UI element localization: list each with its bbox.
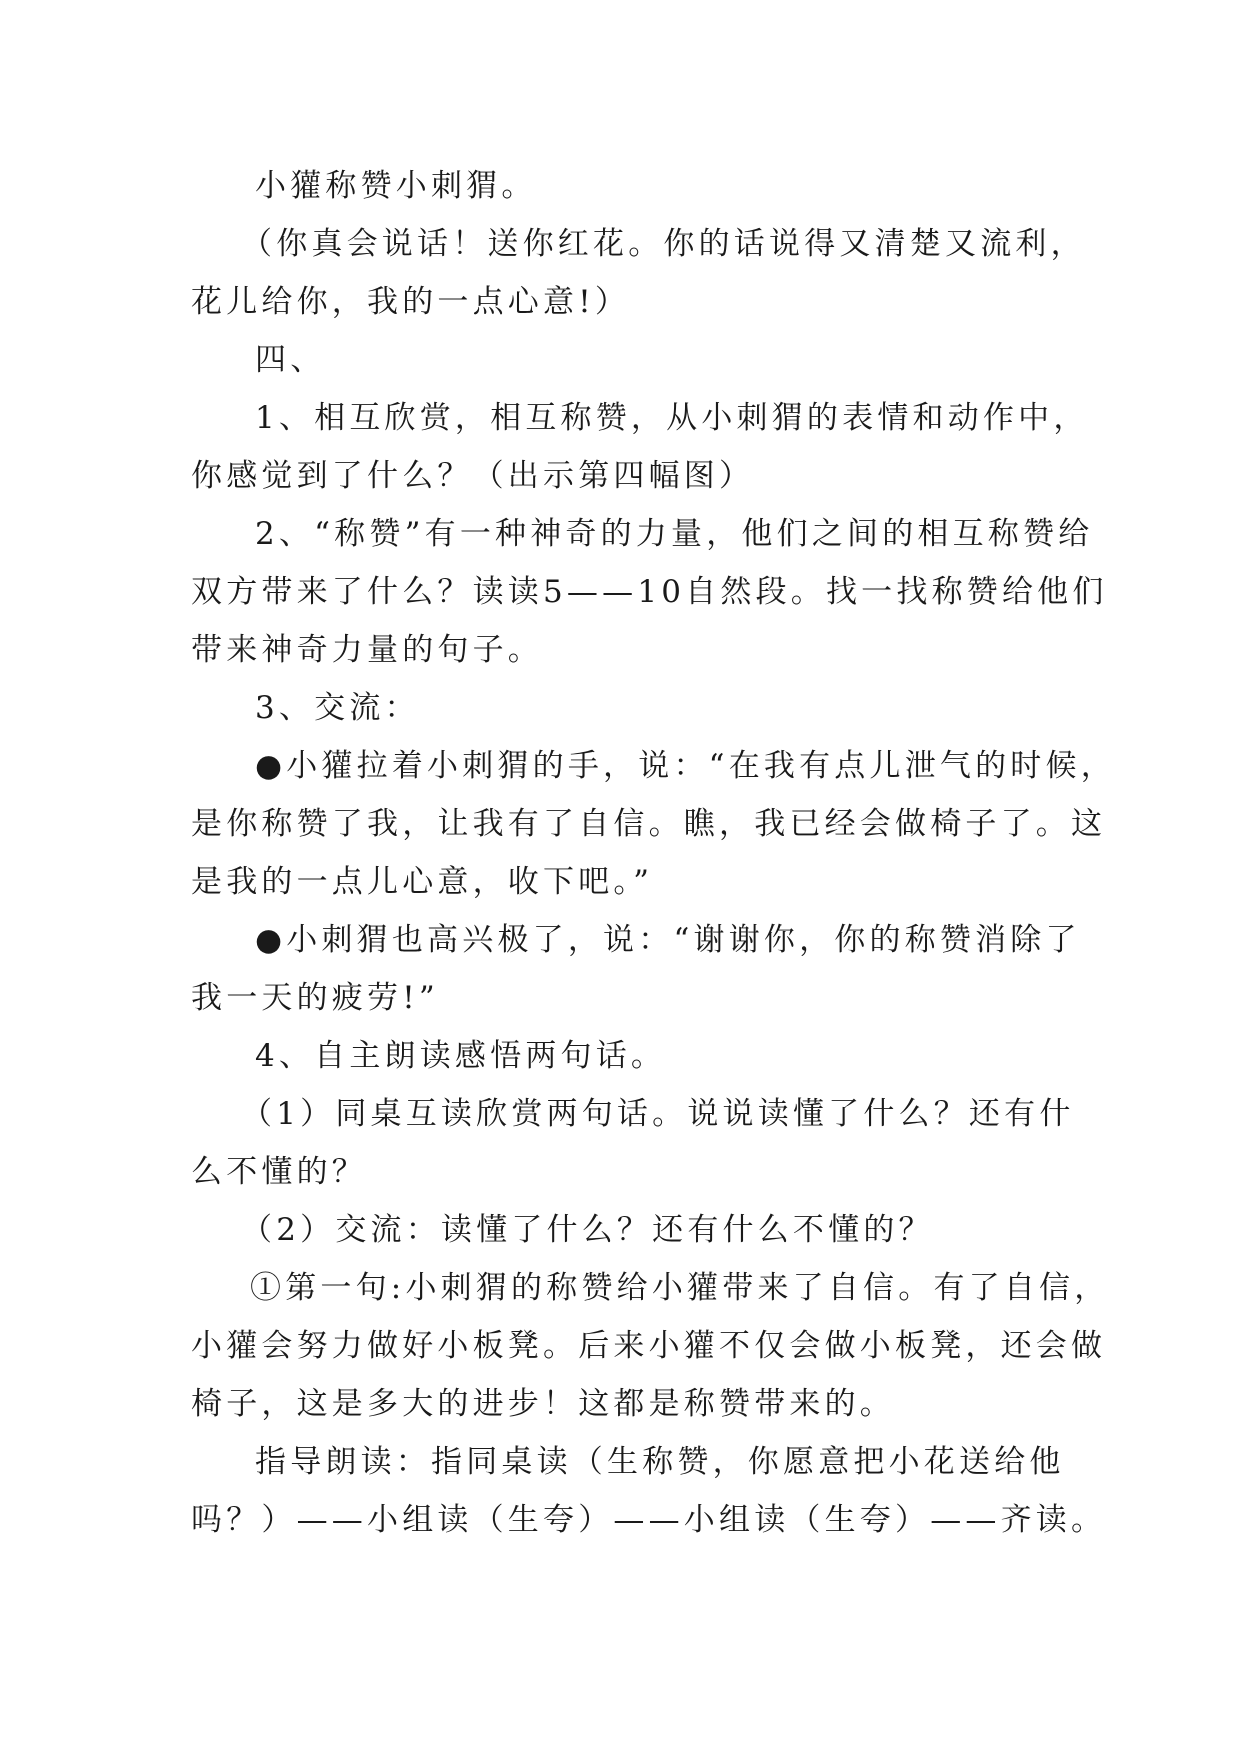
paragraph-line: 4、自主朗读感悟两句话。	[255, 1038, 667, 1074]
paragraph-line: 花儿给你，我的一点心意!）	[191, 284, 631, 320]
paragraph-line: ①第一句:小刺猬的称赞给小獾带来了自信。有了自信，	[250, 1270, 1110, 1306]
paragraph-line: 我一天的疲劳!”	[191, 980, 439, 1016]
paragraph-line: 1、相互欣赏，相互称赞，从小刺猬的表情和动作中，	[255, 400, 1089, 436]
paragraph-line: 指导朗读：指同桌读（生称赞，你愿意把小花送给他	[255, 1444, 1065, 1480]
paragraph-line: 椅子，这是多大的进步！这都是称赞带来的。	[191, 1386, 895, 1422]
paragraph-line: 吗？）——小组读（生夸）——小组读（生夸）——齐读。	[191, 1502, 1107, 1538]
paragraph-line: ●小刺猬也高兴极了，说：“谢谢你，你的称赞消除了	[255, 922, 1081, 958]
paragraph-line: 是我的一点儿心意，收下吧。”	[191, 864, 654, 900]
paragraph-line: 小獾会努力做好小板凳。后来小獾不仅会做小板凳，还会做	[191, 1328, 1107, 1364]
paragraph-line: 小獾称赞小刺猬。	[255, 168, 537, 204]
paragraph-line: 你感觉到了什么？（出示第四幅图）	[191, 458, 755, 494]
section-heading: 四、	[255, 342, 326, 378]
paragraph-line: 2、“称赞”有一种神奇的力量，他们之间的相互称赞给	[255, 516, 1094, 552]
paragraph-line: ●小獾拉着小刺猬的手，说：“在我有点儿泄气的时候，	[255, 748, 1116, 784]
paragraph-line: 带来神奇力量的句子。	[191, 632, 543, 668]
paragraph-line: 双方带来了什么？读读5——10自然段。找一找称赞给他们	[191, 574, 1108, 610]
paragraph-line: （你真会说话！送你红花。你的话说得又清楚又流利，	[241, 226, 1086, 262]
paragraph-line: 是你称赞了我，让我有了自信。瞧，我已经会做椅子了。这	[191, 806, 1107, 842]
paragraph-line: 么不懂的？	[191, 1154, 367, 1190]
paragraph-line: 3、交流：	[255, 690, 420, 726]
paragraph-line: （1）同桌互读欣赏两句话。说说读懂了什么？还有什	[241, 1096, 1075, 1132]
paragraph-line: （2）交流：读懂了什么？还有什么不懂的？	[241, 1212, 934, 1248]
